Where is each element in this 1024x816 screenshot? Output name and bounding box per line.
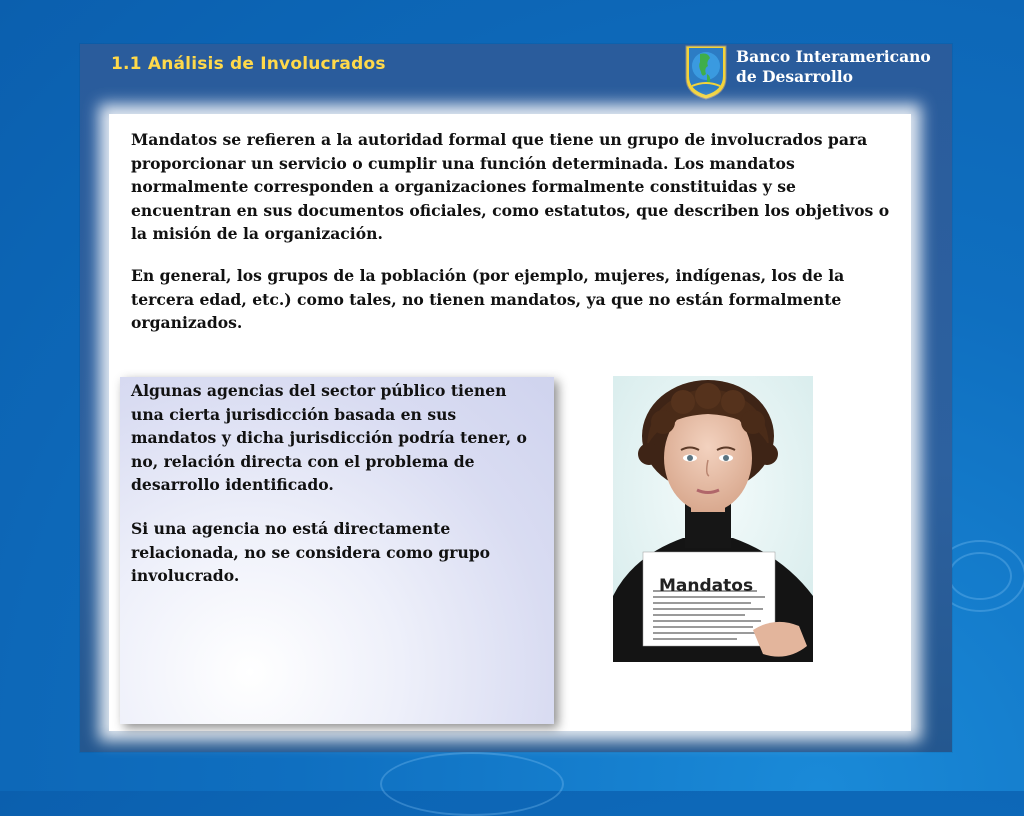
bank-emblem-icon xyxy=(684,44,728,100)
callout-paragraph-agencies: Algunas agencias del sector público tienen una cierta jurisdicción basada en sus mandatos y dicha jurisdicción podría tener, o no, relación directa con el problema de desarrollo identificado. xyxy=(131,381,527,494)
bank-name-line1: Banco Interamericano xyxy=(736,47,931,66)
content-panel xyxy=(109,114,911,731)
background-ripple xyxy=(380,752,564,816)
slide xyxy=(80,44,952,752)
slide-title: 1.1 Análisis de Involucrados xyxy=(111,54,386,74)
mandates-definition-paragraph: Mandatos se refieren a la autoridad formal que tiene un grupo de involucrados para proporcionar un servicio o cumplir una función determinada. Los mandatos normalmente corresponden a organizaciones formalmente constituidas y se encuentran en sus documentos oficiales, como estatutos, que describen los objetivos o la misión de la organización. xyxy=(131,130,890,243)
population-groups-paragraph: En general, los grupos de la población (por ejemplo, mujeres, indígenas, los de la tercera edad, etc.) como tales, no tienen mandatos, ya que no están formalmente organizados. xyxy=(131,266,845,332)
woman-holding-document-photo xyxy=(603,376,813,662)
bank-name-line2: de Desarrollo xyxy=(736,67,853,86)
woman-photo-illustration xyxy=(603,376,813,662)
document-title: Mandatos xyxy=(659,576,754,596)
callout-paragraph-not-involved: Si una agencia no está directamente relacionada, no se considera como grupo involucrado. xyxy=(131,519,491,585)
callout-box xyxy=(120,377,554,724)
bank-name xyxy=(736,47,931,87)
